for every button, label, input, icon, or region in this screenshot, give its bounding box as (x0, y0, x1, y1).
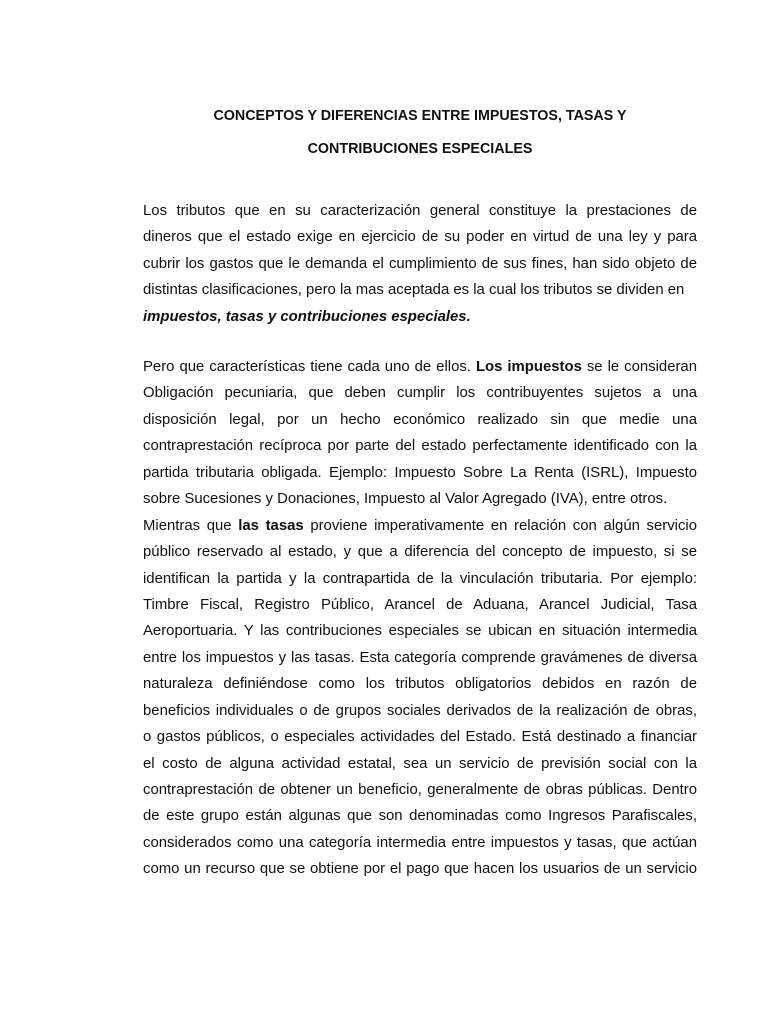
text-line: o gastos públicos, o especiales actividades del Estado. Está destinado a financiar (143, 729, 697, 746)
text-line: entre los impuestos y las tasas. Esta categoría comprende gravámenes de diversa (143, 649, 697, 666)
text-line: público reservado al estado, y que a diferencia del concepto de impuesto, si se (143, 544, 697, 561)
text-line: como un recurso que se obtiene por el pago que hacen los usuarios de un servicio (143, 861, 697, 878)
text-span: Pero que características tiene cada uno de ellos. (143, 359, 476, 375)
text-span: se le consideran (581, 359, 697, 375)
text-line: Timbre Fiscal, Registro Público, Arancel de Aduana, Arancel Judicial, Tasa (143, 596, 697, 613)
text-line: Aeroportuaria. Y las contribuciones especiales se ubican en situación intermedia (143, 623, 697, 640)
document-title-line-1: CONCEPTOS Y DIFERENCIAS ENTRE IMPUESTOS, TASAS Y (213, 108, 627, 124)
text-line: naturaleza definiéndose como los tributos obligatorios debidos en razón de (143, 676, 697, 693)
text-line: el costo de alguna actividad estatal, sea un servicio de previsión social con la (143, 755, 697, 772)
text-line: considerados como una categoría intermedia entre impuestos y tasas, que actúan (143, 834, 697, 851)
text-line: contraprestación de obtener un beneficio, generalmente de obras públicas. Dentro (143, 782, 697, 798)
text-line: cubrir los gastos que le demanda el cumplimiento de sus fines, han sido objeto de (143, 255, 697, 272)
text-line-mixed (143, 354, 697, 380)
text-line: Obligación pecuniaria, que deben cumplir los contribuyentes sujetos a una (143, 385, 697, 402)
text-line: contraprestación recíproca por parte del estado perfectamente identificado con la (143, 438, 697, 455)
text-line: disposición legal, por un hecho económico realizado sin que medie una (143, 411, 697, 428)
text-line: de este grupo están algunas que son denominadas como Ingresos Parafiscales, (143, 808, 697, 825)
text-line: sobre Sucesiones y Donaciones, Impuesto al Valor Agregado (IVA), entre otros. (143, 491, 668, 508)
emphasis-line: impuestos, tasas y contribuciones especiales. (143, 308, 471, 325)
text-line: distintas clasificaciones, pero la mas aceptada es la cual los tributos se dividen en (143, 282, 685, 299)
document-title-line-2: CONTRIBUCIONES ESPECIALES (307, 141, 533, 157)
text-line: dineros que el estado exige en ejercicio de su poder en virtud de una ley y para (143, 229, 697, 246)
text-span: Mientras que (143, 517, 239, 534)
paragraph-body (143, 354, 697, 883)
text-span: proviene imperativamente en relación con algún servicio (303, 517, 697, 534)
text-line: beneficios individuales o de grupos sociales derivados de la realización de obras, (143, 702, 697, 719)
text-line: partida tributaria obligada. Ejemplo: Impuesto Sobre La Renta (ISRL), Impuesto (143, 464, 697, 481)
bold-term-impuestos: Los impuestos (475, 359, 582, 375)
text-line: Los tributos que en su caracterización general constituye la prestaciones de (143, 203, 697, 219)
text-line-mixed (143, 513, 697, 539)
paragraph-intro (143, 198, 697, 330)
text-line: identifican la partida y la contrapartida de la vinculación tributaria. Por ejemplo: (143, 570, 697, 587)
bold-term-tasas: las tasas (238, 517, 304, 534)
